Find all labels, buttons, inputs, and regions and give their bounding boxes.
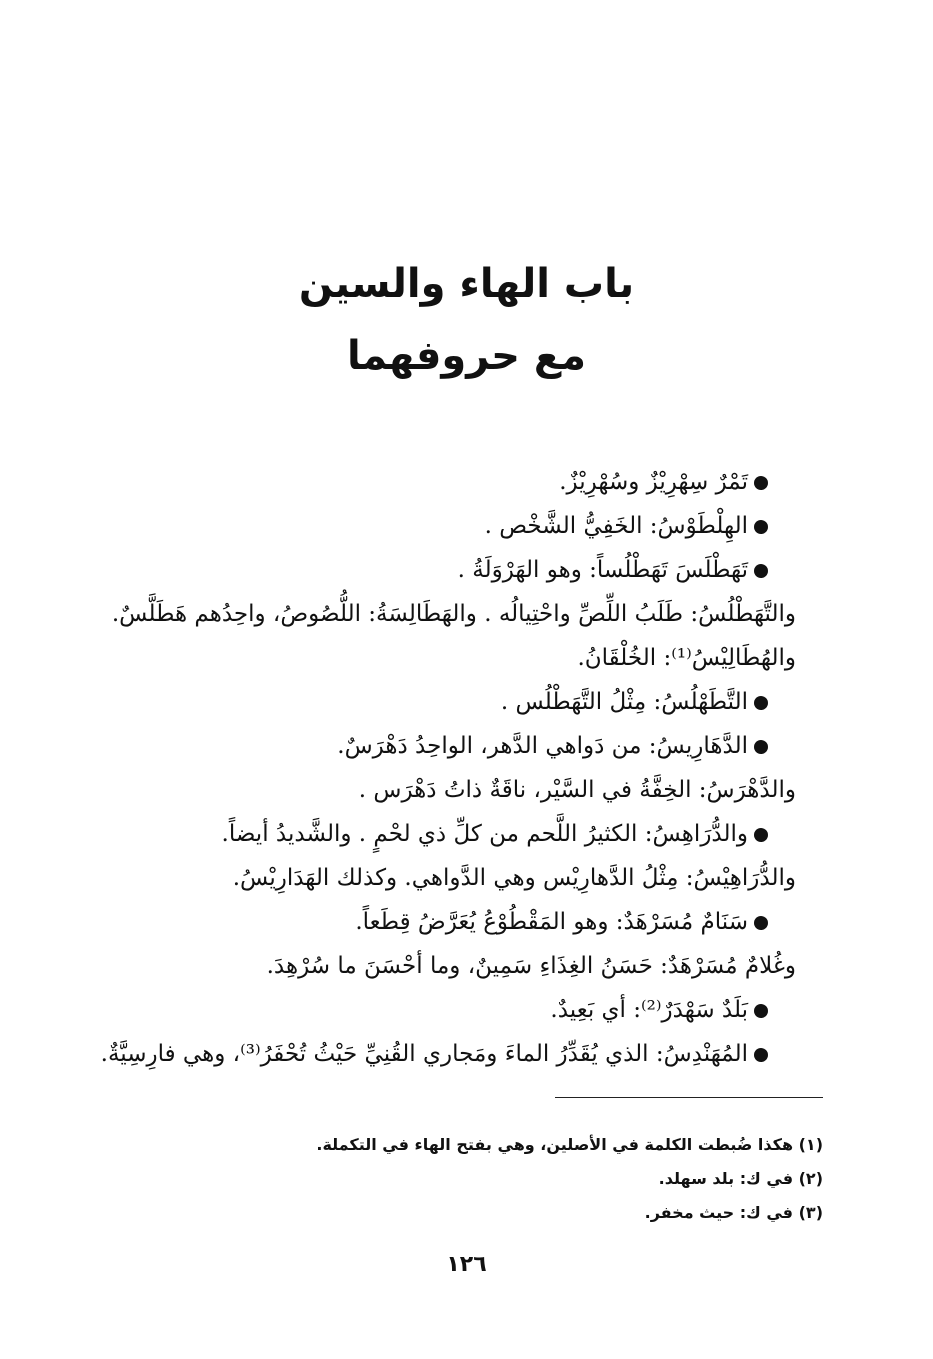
dictionary-entries — [78, 460, 796, 1076]
entry-line — [78, 724, 768, 768]
entry-line — [78, 1032, 768, 1076]
entry-text: وغُلامٌ مُسَرْهَدٌ: حَسَنُ الغِذَاءِ سَمِينٌ، وما أحْسَنَ ما سُرْهِدَ. — [266, 953, 796, 979]
entry-text: والهُطَالِيْسُ⁽¹⁾: الخُلْقَانُ. — [577, 645, 796, 671]
entry-line — [78, 548, 768, 592]
entry-line — [78, 592, 796, 636]
bullet-icon — [754, 740, 768, 754]
chapter-heading — [0, 248, 933, 392]
bullet-icon — [754, 520, 768, 534]
entry-line — [78, 856, 796, 900]
entry-text: تَهَطْلَسَ تَهَطْلُساً: وهو الهَرْوَلَةُ . — [457, 557, 748, 583]
chapter-title: باب الهاء والسين — [298, 261, 635, 307]
entry-text: تَمْرٌ سِهْرِيْزٌ وسُهْرِيْزٌ. — [559, 469, 748, 495]
entry-line — [78, 636, 796, 680]
entry-line — [78, 812, 768, 856]
bullet-icon — [754, 696, 768, 710]
entry-text: بَلَدٌ سَهْدَرٌ⁽²⁾: أي بَعِيدٌ. — [550, 997, 748, 1023]
entry-line — [78, 768, 796, 812]
entry-text: الهِلْطَوْسُ: الخَفِيُّ الشَّخْص . — [484, 513, 748, 539]
entry-line — [78, 944, 796, 988]
chapter-subtitle: مع حروفهما — [346, 333, 587, 379]
bullet-icon — [754, 828, 768, 842]
bullet-icon — [754, 1004, 768, 1018]
bullet-icon — [754, 476, 768, 490]
entry-line — [78, 988, 768, 1032]
bullet-icon — [754, 1048, 768, 1062]
bullet-icon — [754, 564, 768, 578]
entry-text: والدُّرَاهِيْسُ: مِثْلُ الدَّهارِيْس وهي الدَّواهي. وكذلك الهَدَارِيْسُ. — [232, 865, 796, 891]
entry-text: سَنَامٌ مُسَرْهَدٌ: وهو المَقْطُوْعُ يُعَرَّضُ قِطَعاً. — [355, 909, 748, 935]
entry-text: والدَّهْرَسُ: الخِفَّةُ في السَّيْر، ناقَةٌ ذاتُ دَهْرَس . — [358, 777, 796, 803]
footnote: (٢) في ك: بلد سهلد. — [658, 1169, 823, 1188]
footnotes — [123, 1128, 823, 1230]
entry-text: والدُّرَاهِسُ: الكثيرُ اللَّحم من كلِّ ذي لحْمٍ . والشَّديدُ أيضاً. — [221, 821, 748, 847]
entry-line — [78, 460, 768, 504]
footnote: (١) هكذا ضُبطت الكلمة في الأصلين، وهي بفتح الهاء في التكملة. — [316, 1135, 823, 1154]
entry-text: والتَّهَطْلُسُ: طَلَبُ اللِّصِّ واحْتِيالُه . والهَطَالِسَةُ: اللُّصُوصُ، واحِدُهم هَطَلَّسٌ. — [111, 601, 796, 627]
page-number: ١٢٦ — [446, 1252, 487, 1277]
bullet-icon — [754, 916, 768, 930]
footnote: (٣) في ك: حيث مخفر. — [644, 1203, 823, 1222]
entry-text: المُهَنْدِسُ: الذي يُقَدِّرُ الماءَ ومَجاري القُنِيِّ حَيْثُ تُحْفَرُ⁽³⁾، وهي فارِسِيَّةٌ. — [100, 1041, 748, 1067]
entry-line — [78, 504, 768, 548]
entry-text: الدَّهَارِيسُ: من دَواهي الدَّهر، الواحِدُ دَهْرَسٌ. — [337, 733, 748, 759]
entry-line — [78, 680, 768, 724]
footnote-divider — [555, 1097, 823, 1098]
entry-text: التَّطَهْلُسُ: مِثْلُ التَّهَطْلُس . — [500, 689, 748, 715]
entry-line — [78, 900, 768, 944]
